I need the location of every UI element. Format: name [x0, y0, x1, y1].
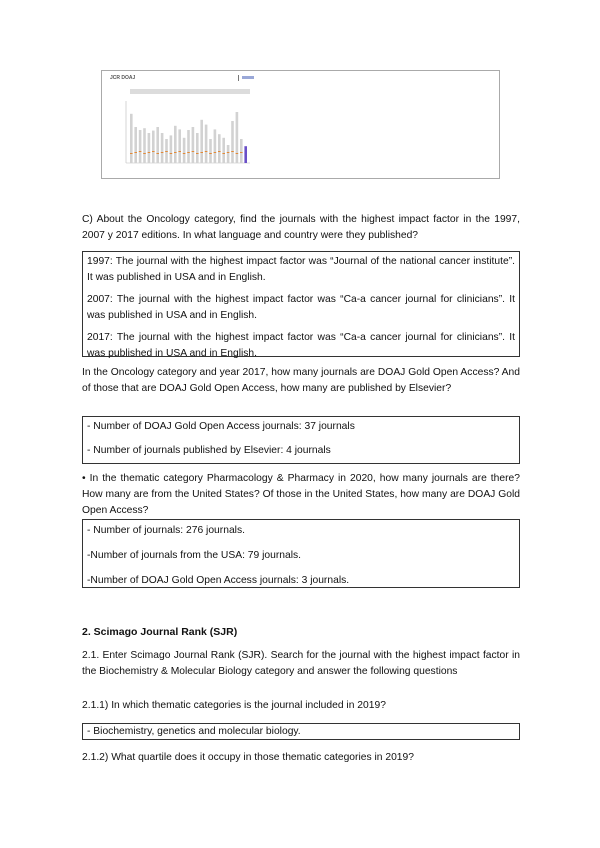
thumb-marker — [178, 151, 181, 152]
thumb-marker — [209, 153, 212, 154]
thumb-bar — [170, 135, 173, 163]
thumb-bar — [152, 131, 155, 163]
answer-c-2017: 2017: The journal with the highest impact factor was “Ca-a cancer journal for clinicians”. It was published in USA and in English. — [87, 332, 515, 359]
answer-c-box — [82, 251, 520, 357]
screenshot-divider — [238, 75, 239, 81]
thumb-marker — [161, 152, 164, 153]
thumb-bar — [139, 130, 142, 163]
screenshot-title: JCR DOAJ — [110, 75, 136, 81]
thumb-bar — [134, 127, 137, 163]
answer-doaj-count: - Number of DOAJ Gold Open Access journals: 37 journals — [87, 421, 355, 432]
question-oncology-2017: In the Oncology category and year 2017, how many journals are DOAJ Gold Open Access? And of those that are DOAJ Gold Open Access, how many are published by Elsevier? — [82, 367, 520, 394]
thumb-bar — [183, 138, 186, 163]
screenshot-bar-chart — [112, 97, 252, 173]
thumb-marker — [218, 151, 221, 152]
thumb-bar — [130, 114, 133, 163]
thumb-marker — [205, 151, 208, 152]
thumb-bar — [200, 120, 203, 163]
thumb-bar — [192, 127, 195, 163]
answer-2-1-1-box — [82, 723, 520, 740]
answer-pharmacology-box — [82, 519, 520, 588]
thumb-marker — [174, 152, 177, 153]
thumb-highlight-bar — [244, 146, 247, 163]
thumb-bar — [222, 138, 225, 163]
thumb-marker — [134, 152, 137, 153]
thumb-marker — [214, 152, 217, 153]
embedded-chart-screenshot — [101, 70, 500, 179]
thumb-marker — [187, 152, 190, 153]
question-2-1-2: 2.1.2) What quartile does it occupy in those thematic categories in 2019? — [82, 752, 414, 763]
thumb-marker — [148, 152, 151, 153]
thumb-bar — [218, 134, 221, 163]
answer-oncology-box — [82, 416, 520, 464]
thumb-bar — [196, 133, 199, 163]
thumb-marker — [156, 153, 159, 154]
section-2-intro: 2.1. Enter Scimago Journal Rank (SJR). Search for the journal with the highest impact factor in the Biochemistry & Molecular Biology category and answer the following questions — [82, 650, 520, 677]
answer-usa-count: -Number of journals from the USA: 79 journals. — [87, 550, 302, 561]
thumb-marker — [196, 153, 199, 154]
thumb-marker — [152, 151, 155, 152]
thumb-marker — [192, 151, 195, 152]
thumb-marker — [200, 152, 203, 153]
thumb-bar — [156, 127, 159, 163]
thumb-marker — [139, 151, 142, 152]
thumb-marker — [227, 152, 230, 153]
answer-c-1997: 1997: The journal with the highest impact factor was “Journal of the national cancer institute”. It was published in USA and in English. — [87, 256, 515, 283]
thumb-marker — [130, 153, 133, 154]
answer-journal-count: - Number of journals: 276 journals. — [87, 525, 245, 536]
thumb-bar — [227, 145, 230, 163]
thumb-bar — [205, 125, 208, 163]
thumb-bar — [148, 133, 151, 163]
thumb-bar — [240, 139, 243, 163]
answer-2-1-1: - Biochemistry, genetics and molecular biology. — [87, 726, 301, 737]
thumb-marker — [240, 152, 243, 153]
thumb-bar — [178, 129, 181, 163]
thumb-marker — [183, 153, 186, 154]
thumb-bar — [231, 121, 234, 163]
screenshot-toolbar — [130, 89, 250, 94]
thumb-marker — [143, 153, 146, 154]
thumb-bar — [187, 130, 190, 163]
question-2-1-1: 2.1.1) In which thematic categories is the journal included in 2019? — [82, 700, 386, 711]
question-c: C) About the Oncology category, find the journals with the highest impact factor in the 1997, 2007 y 2017 editions. In what language and country were they published? — [82, 214, 520, 241]
thumb-marker — [165, 151, 168, 152]
thumb-marker — [231, 151, 234, 152]
thumb-marker — [222, 153, 225, 154]
thumb-bar — [236, 112, 239, 163]
thumb-bar — [161, 133, 164, 163]
section-2-heading: 2. Scimago Journal Rank (SJR) — [82, 626, 238, 638]
question-pharmacology: • In the thematic category Pharmacology & Pharmacy in 2020, how many journals are there? How many are from the United States? Of those in the United States, how many are DOAJ Gold Open Access? — [82, 473, 520, 516]
thumb-bar — [143, 128, 146, 163]
answer-usa-doaj-count: -Number of DOAJ Gold Open Access journals: 3 journals. — [87, 575, 350, 586]
screenshot-link — [242, 76, 254, 79]
thumb-bar — [209, 139, 212, 163]
thumb-marker — [236, 153, 239, 154]
thumb-bar — [174, 126, 177, 163]
answer-elsevier-count: - Number of journals published by Elsevier: 4 journals — [87, 445, 331, 456]
thumb-bar — [214, 129, 217, 163]
thumb-marker — [170, 153, 173, 154]
answer-c-2007: 2007: The journal with the highest impact factor was “Ca-a cancer journal for clinicians”. It was published in USA and in English. — [87, 294, 515, 321]
